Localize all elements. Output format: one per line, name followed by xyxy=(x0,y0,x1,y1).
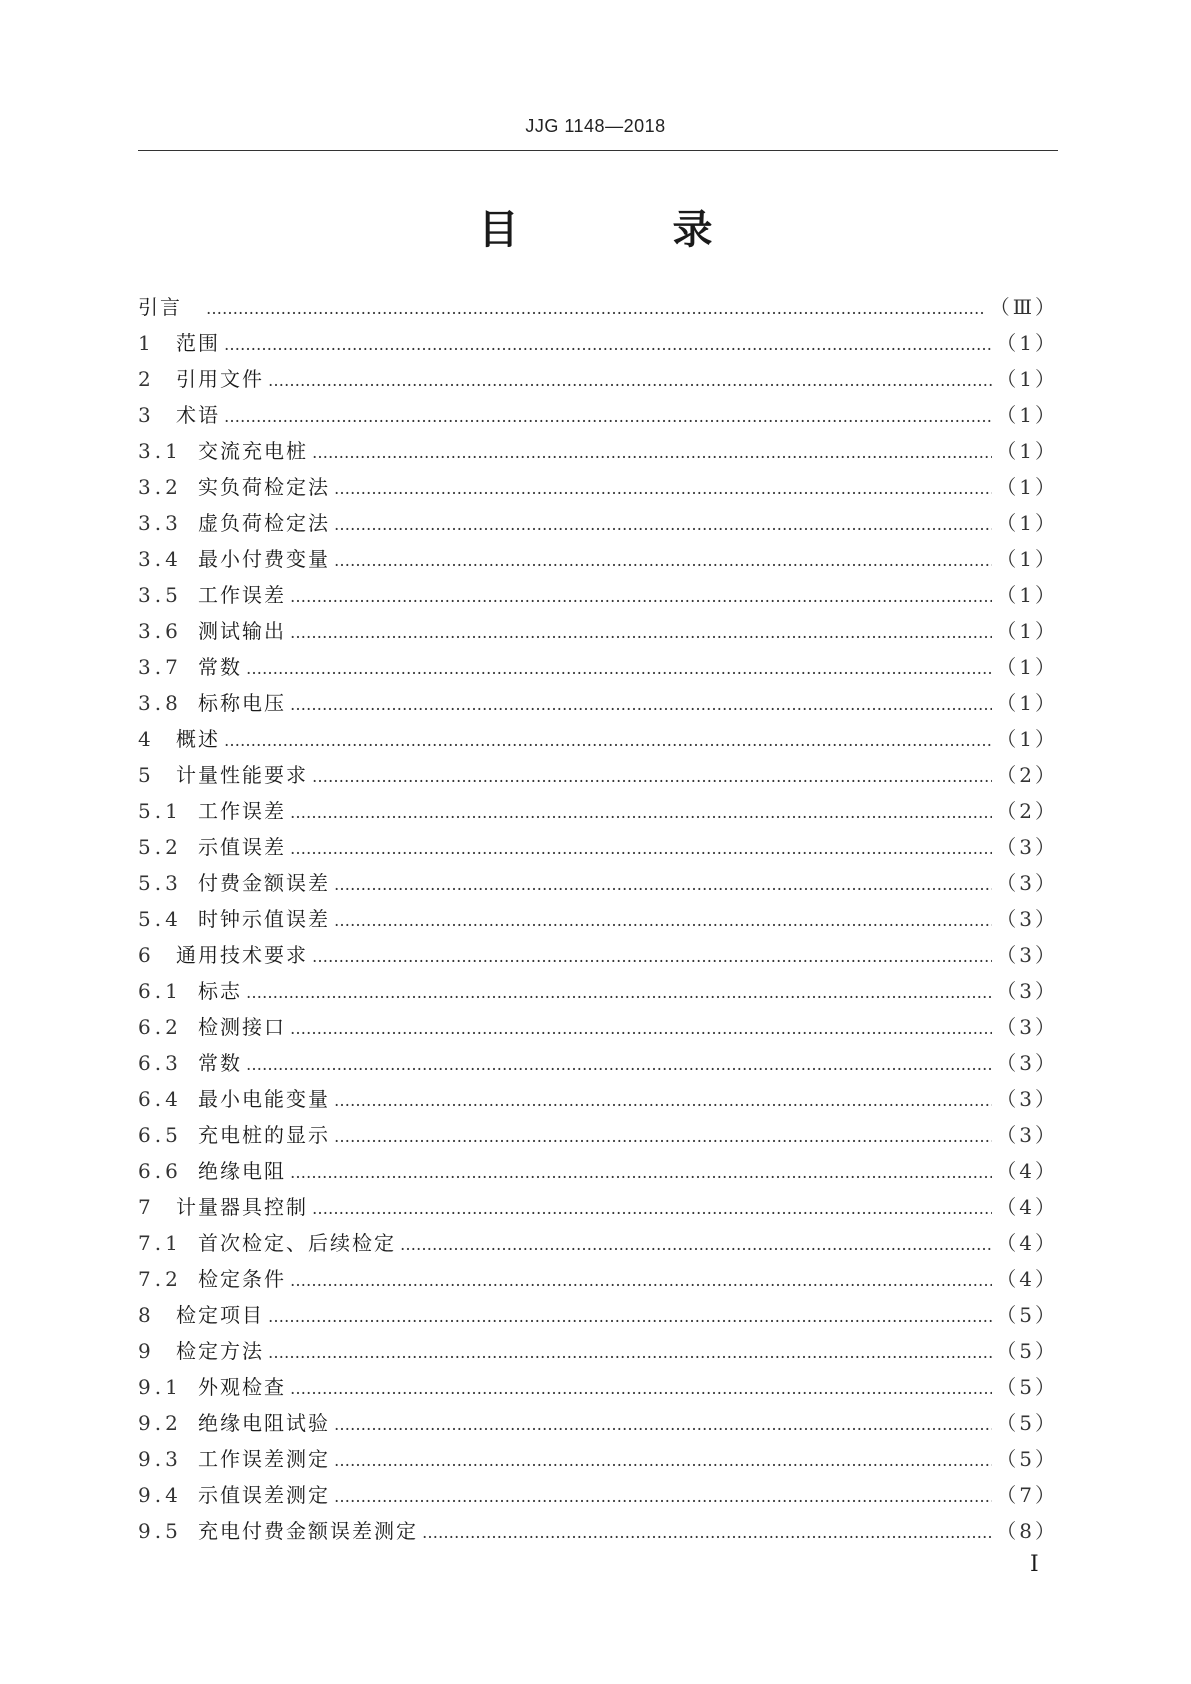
toc-entry[interactable] xyxy=(138,325,1058,361)
toc-entry-page: （7） xyxy=(996,1483,1058,1507)
toc-entry-page: （5） xyxy=(996,1375,1058,1399)
toc-leader-dots xyxy=(224,327,992,363)
toc-leader-dots xyxy=(334,471,992,507)
toc-entry-page: （8） xyxy=(996,1519,1058,1543)
toc-entry-label: 工作误差 xyxy=(198,583,286,607)
toc-entry-number: 9.3 xyxy=(138,1447,182,1471)
toc-entry-page: （3） xyxy=(996,979,1058,1003)
toc-entry[interactable] xyxy=(138,1369,1058,1405)
toc-entry-label: 首次检定、后续检定 xyxy=(198,1231,396,1255)
toc-entry-label: 实负荷检定法 xyxy=(198,475,330,499)
toc-leader-dots xyxy=(290,831,992,867)
toc-entry[interactable] xyxy=(138,505,1058,541)
toc-entry-number: 3 xyxy=(138,403,155,427)
toc-entry-page: （5） xyxy=(996,1339,1058,1363)
toc-entry-number: 6.6 xyxy=(138,1159,182,1183)
toc-entry-number: 3.4 xyxy=(138,547,182,571)
toc-entry[interactable] xyxy=(138,541,1058,577)
toc-entry[interactable] xyxy=(138,397,1058,433)
toc-entry-page: （3） xyxy=(996,907,1058,931)
toc-leader-dots xyxy=(334,1083,992,1119)
toc-entry-page: （5） xyxy=(996,1447,1058,1471)
page-title: 目 录 xyxy=(478,207,783,253)
toc-entry-page: （3） xyxy=(996,1123,1058,1147)
toc-leader-dots xyxy=(224,723,992,759)
toc-entry[interactable] xyxy=(138,1081,1058,1117)
toc-entry-page: （1） xyxy=(996,727,1058,751)
toc-entry-label: 测试输出 xyxy=(198,619,286,643)
toc-entry[interactable] xyxy=(138,289,1058,325)
toc-leader-dots xyxy=(268,363,992,399)
toc-entry-label: 付费金额误差 xyxy=(198,871,330,895)
toc-entry-page: （1） xyxy=(996,547,1058,571)
toc-entry-page: （1） xyxy=(996,655,1058,679)
toc-leader-dots xyxy=(334,1119,992,1155)
toc-leader-dots xyxy=(290,615,992,651)
toc-entry-number: 3.7 xyxy=(138,655,182,679)
toc-entry-label: 范围 xyxy=(176,331,220,355)
toc-entry-number: 5.2 xyxy=(138,835,182,859)
toc-entry[interactable] xyxy=(138,1153,1058,1189)
toc-entry-label: 计量器具控制 xyxy=(176,1195,308,1219)
toc-entry-number: 3.1 xyxy=(138,439,182,463)
toc-entry-number: 9.2 xyxy=(138,1411,182,1435)
toc-entry-number: 6.5 xyxy=(138,1123,182,1147)
toc-entry-label: 外观检查 xyxy=(198,1375,286,1399)
toc-entry[interactable] xyxy=(138,973,1058,1009)
toc-leader-dots xyxy=(334,1407,992,1443)
header-rule xyxy=(138,150,1058,151)
toc-entry-number: 1 xyxy=(138,331,155,355)
toc-entry-number: 4 xyxy=(138,727,155,751)
toc-entry-label: 检测接口 xyxy=(198,1015,286,1039)
toc-entry[interactable] xyxy=(138,1225,1058,1261)
toc-leader-dots xyxy=(290,1263,992,1299)
page-number: I xyxy=(1030,1552,1039,1577)
toc-entry-number: 7 xyxy=(138,1195,155,1219)
toc-leader-dots xyxy=(246,1047,992,1083)
toc-entry-page: （1） xyxy=(996,439,1058,463)
toc-entry-page: （4） xyxy=(996,1231,1058,1255)
toc-entry-label: 通用技术要求 xyxy=(176,943,308,967)
toc-entry-page: （5） xyxy=(996,1303,1058,1327)
toc-entry-number: 3.6 xyxy=(138,619,182,643)
toc-entry-number: 7.2 xyxy=(138,1267,182,1291)
toc-entry-page: （3） xyxy=(996,1051,1058,1075)
toc-entry[interactable] xyxy=(138,1261,1058,1297)
toc-entry-label: 虚负荷检定法 xyxy=(198,511,330,535)
toc-entry-page: （1） xyxy=(996,691,1058,715)
toc-leader-dots xyxy=(206,291,986,327)
toc-entry-number: 9 xyxy=(138,1339,155,1363)
toc-entry[interactable] xyxy=(138,829,1058,865)
toc-entry-number: 3.2 xyxy=(138,475,182,499)
toc-entry-label: 常数 xyxy=(198,1051,242,1075)
toc-entry[interactable] xyxy=(138,901,1058,937)
toc-entry-label: 充电桩的显示 xyxy=(198,1123,330,1147)
toc-entry-number: 5.1 xyxy=(138,799,182,823)
toc-entry[interactable] xyxy=(138,1009,1058,1045)
toc-entry[interactable] xyxy=(138,577,1058,613)
toc-entry-number: 6 xyxy=(138,943,155,967)
toc-leader-dots xyxy=(312,435,992,471)
toc-entry[interactable] xyxy=(138,433,1058,469)
toc-leader-dots xyxy=(290,1371,992,1407)
toc-entry-number: 5.3 xyxy=(138,871,182,895)
toc-entry-page: （1） xyxy=(996,583,1058,607)
toc-entry[interactable] xyxy=(138,469,1058,505)
toc-entry-number: 3.8 xyxy=(138,691,182,715)
toc-leader-dots xyxy=(224,399,992,435)
toc-leader-dots xyxy=(290,687,992,723)
toc-entry-number: 3.3 xyxy=(138,511,182,535)
toc-entry-label: 检定项目 xyxy=(176,1303,264,1327)
toc-entry[interactable] xyxy=(138,1441,1058,1477)
toc-entry-label: 计量性能要求 xyxy=(176,763,308,787)
toc-entry-page: （5） xyxy=(996,1411,1058,1435)
toc-entry-page: （3） xyxy=(996,943,1058,967)
toc-entry-label: 示值误差 xyxy=(198,835,286,859)
toc-leader-dots xyxy=(290,1155,992,1191)
toc-entry[interactable] xyxy=(138,1333,1058,1369)
toc-leader-dots xyxy=(334,543,992,579)
toc-leader-dots xyxy=(312,939,992,975)
toc-entry-label: 标志 xyxy=(198,979,242,1003)
toc-leader-dots xyxy=(334,507,992,543)
toc-entry[interactable] xyxy=(138,361,1058,397)
toc-entry-label: 工作误差测定 xyxy=(198,1447,330,1471)
toc-entry-number: 6.4 xyxy=(138,1087,182,1111)
toc-entry-page: （4） xyxy=(996,1159,1058,1183)
toc-leader-dots xyxy=(290,579,992,615)
toc-entry-label: 检定条件 xyxy=(198,1267,286,1291)
toc-leader-dots xyxy=(246,651,992,687)
toc-entry-number: 7.1 xyxy=(138,1231,182,1255)
toc-entry-number: 9.5 xyxy=(138,1519,182,1543)
toc-entry-label: 绝缘电阻 xyxy=(198,1159,286,1183)
toc-entry-label: 常数 xyxy=(198,655,242,679)
toc-entry-label: 引用文件 xyxy=(176,367,264,391)
running-header: JJG 1148—2018 xyxy=(525,116,666,136)
toc-entry[interactable] xyxy=(138,613,1058,649)
toc-leader-dots xyxy=(290,1011,992,1047)
toc-leader-dots xyxy=(334,1443,992,1479)
toc-entry-number: 9.1 xyxy=(138,1375,182,1399)
toc-leader-dots xyxy=(400,1227,992,1263)
toc-leader-dots xyxy=(422,1515,992,1551)
toc-entry-label: 概述 xyxy=(176,727,220,751)
toc-entry[interactable] xyxy=(138,937,1058,973)
toc-entry-label: 示值误差测定 xyxy=(198,1483,330,1507)
toc-leader-dots xyxy=(268,1335,992,1371)
toc-entry-number: 5 xyxy=(138,763,155,787)
toc-leader-dots xyxy=(290,795,992,831)
toc-entry-number: 6.2 xyxy=(138,1015,182,1039)
toc-entry-number: 3.5 xyxy=(138,583,182,607)
toc-entry-label: 最小付费变量 xyxy=(198,547,330,571)
toc-entry-label: 引言 xyxy=(138,295,182,319)
toc-entry-label: 术语 xyxy=(176,403,220,427)
toc-entry-number: 9.4 xyxy=(138,1483,182,1507)
toc-leader-dots xyxy=(268,1299,992,1335)
toc-entry-label: 标称电压 xyxy=(198,691,286,715)
toc-entry-page: （3） xyxy=(996,1015,1058,1039)
toc-entry-page: （3） xyxy=(996,1087,1058,1111)
toc-entry[interactable] xyxy=(138,1513,1058,1549)
toc-entry-page: （4） xyxy=(996,1267,1058,1291)
toc-entry-label: 时钟示值误差 xyxy=(198,907,330,931)
toc-entry[interactable] xyxy=(138,1297,1058,1333)
toc-entry-page: （4） xyxy=(996,1195,1058,1219)
toc-entry[interactable] xyxy=(138,721,1058,757)
toc-entry-page: （2） xyxy=(996,799,1058,823)
toc-entry-label: 最小电能变量 xyxy=(198,1087,330,1111)
toc-entry-page: （1） xyxy=(996,331,1058,355)
toc-leader-dots xyxy=(334,903,992,939)
toc-entry[interactable] xyxy=(138,1045,1058,1081)
toc-entry[interactable] xyxy=(138,865,1058,901)
toc-leader-dots xyxy=(334,867,992,903)
toc-entry-label: 绝缘电阻试验 xyxy=(198,1411,330,1435)
toc-entry-number: 2 xyxy=(138,367,155,391)
toc-entry-number: 5.4 xyxy=(138,907,182,931)
toc-entry-number: 6.1 xyxy=(138,979,182,1003)
toc-entry-page: （1） xyxy=(996,367,1058,391)
toc-leader-dots xyxy=(312,1191,992,1227)
toc-entry-page: （1） xyxy=(996,403,1058,427)
toc-entry-label: 工作误差 xyxy=(198,799,286,823)
toc-entry-number: 6.3 xyxy=(138,1051,182,1075)
toc-entry[interactable] xyxy=(138,1189,1058,1225)
toc-leader-dots xyxy=(334,1479,992,1515)
toc-entry[interactable] xyxy=(138,1117,1058,1153)
toc-entry-page: （1） xyxy=(996,475,1058,499)
toc-entry-page: （2） xyxy=(996,763,1058,787)
toc-entry-label: 检定方法 xyxy=(176,1339,264,1363)
toc-leader-dots xyxy=(312,759,992,795)
toc-entry-number: 8 xyxy=(138,1303,155,1327)
toc-entry[interactable] xyxy=(138,793,1058,829)
toc-entry[interactable] xyxy=(138,1477,1058,1513)
toc-entry-label: 充电付费金额误差测定 xyxy=(198,1519,418,1543)
toc-entry-page: （Ⅲ） xyxy=(989,295,1058,319)
toc-entry[interactable] xyxy=(138,649,1058,685)
toc-entry[interactable] xyxy=(138,1405,1058,1441)
toc-entry[interactable] xyxy=(138,757,1058,793)
table-of-contents xyxy=(138,289,1058,1549)
toc-entry-page: （3） xyxy=(996,871,1058,895)
toc-entry-label: 交流充电桩 xyxy=(198,439,308,463)
toc-leader-dots xyxy=(246,975,992,1011)
toc-entry[interactable] xyxy=(138,685,1058,721)
toc-entry-page: （1） xyxy=(996,511,1058,535)
toc-entry-page: （1） xyxy=(996,619,1058,643)
toc-entry-page: （3） xyxy=(996,835,1058,859)
